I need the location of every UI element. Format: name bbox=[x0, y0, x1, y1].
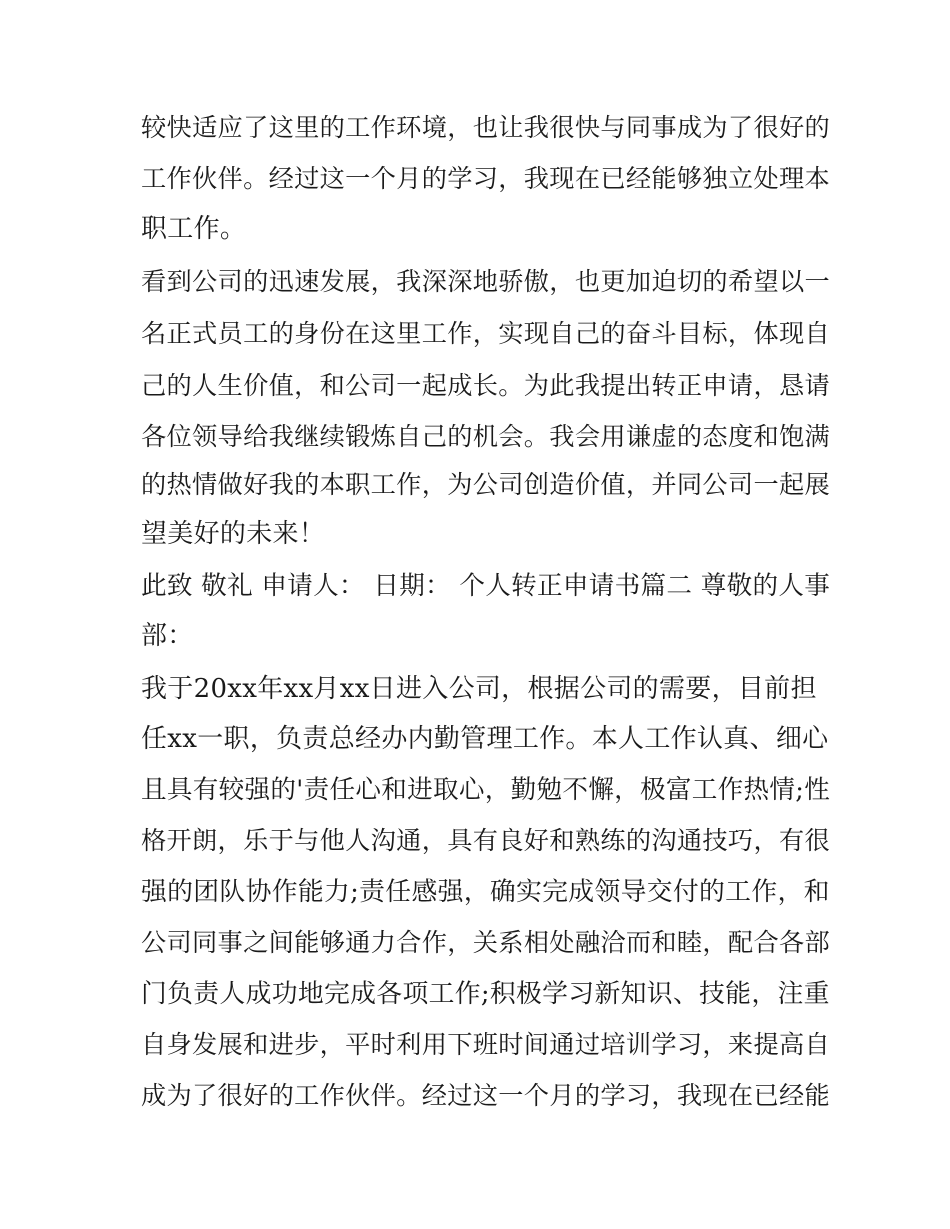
text-line: 名正式员工的身份在这里工作，实现自己的奋斗目标，体现自 bbox=[141, 319, 831, 348]
text-line: 成为了很好的工作伙伴。经过这一个月的学习，我现在已经能 bbox=[141, 1081, 831, 1110]
text-line: 且具有较强的'责任心和进取心，勤勉不懈，极富工作热情;性 bbox=[141, 775, 831, 805]
text-line: 任xx一职，负责总经办内勤管理工作。本人工作认真、细心 bbox=[141, 724, 829, 754]
text-line: 我于20xx年xx月xx日进入公司，根据公司的需要，目前担 bbox=[141, 674, 817, 704]
text-line: 的热情做好我的本职工作，为公司创造价值，并同公司一起展 bbox=[141, 470, 831, 499]
text-line: 工作伙伴。经过这一个月的学习，我现在已经能够独立处理本 bbox=[141, 164, 831, 193]
text-line: 各位领导给我继续锻炼自己的机会。我会用谦虚的态度和饱满 bbox=[141, 422, 831, 451]
text-line: 看到公司的迅速发展，我深深地骄傲，也更加迫切的希望以一 bbox=[141, 267, 831, 296]
text-line: 部： bbox=[141, 621, 194, 651]
text-line: 此致 敬礼 申请人： 日期： 个人转正申请书篇二 尊敬的人事 bbox=[141, 571, 831, 601]
text-line: 强的团队协作能力;责任感强，确实完成领导交付的工作，和 bbox=[141, 877, 830, 907]
text-line: 自身发展和进步，平时利用下班时间通过培训学习，来提高自 bbox=[141, 1030, 831, 1059]
text-line: 望美好的未来！ bbox=[141, 519, 326, 549]
text-line: 公司同事之间能够通力合作，关系相处融洽而和睦，配合各部 bbox=[141, 928, 831, 957]
text-line: 职工作。 bbox=[141, 214, 247, 244]
text-line: 较快适应了这里的工作环境，也让我很快与同事成为了很好的 bbox=[141, 113, 831, 142]
text-line: 门负责人成功地完成各项工作;积极学习新知识、技能，注重 bbox=[141, 979, 830, 1009]
text-line: 格开朗，乐于与他人沟通，具有良好和熟练的沟通技巧，有很 bbox=[141, 826, 831, 855]
text-line: 己的人生价值，和公司一起成长。为此我提出转正申请，恳请 bbox=[141, 371, 831, 400]
